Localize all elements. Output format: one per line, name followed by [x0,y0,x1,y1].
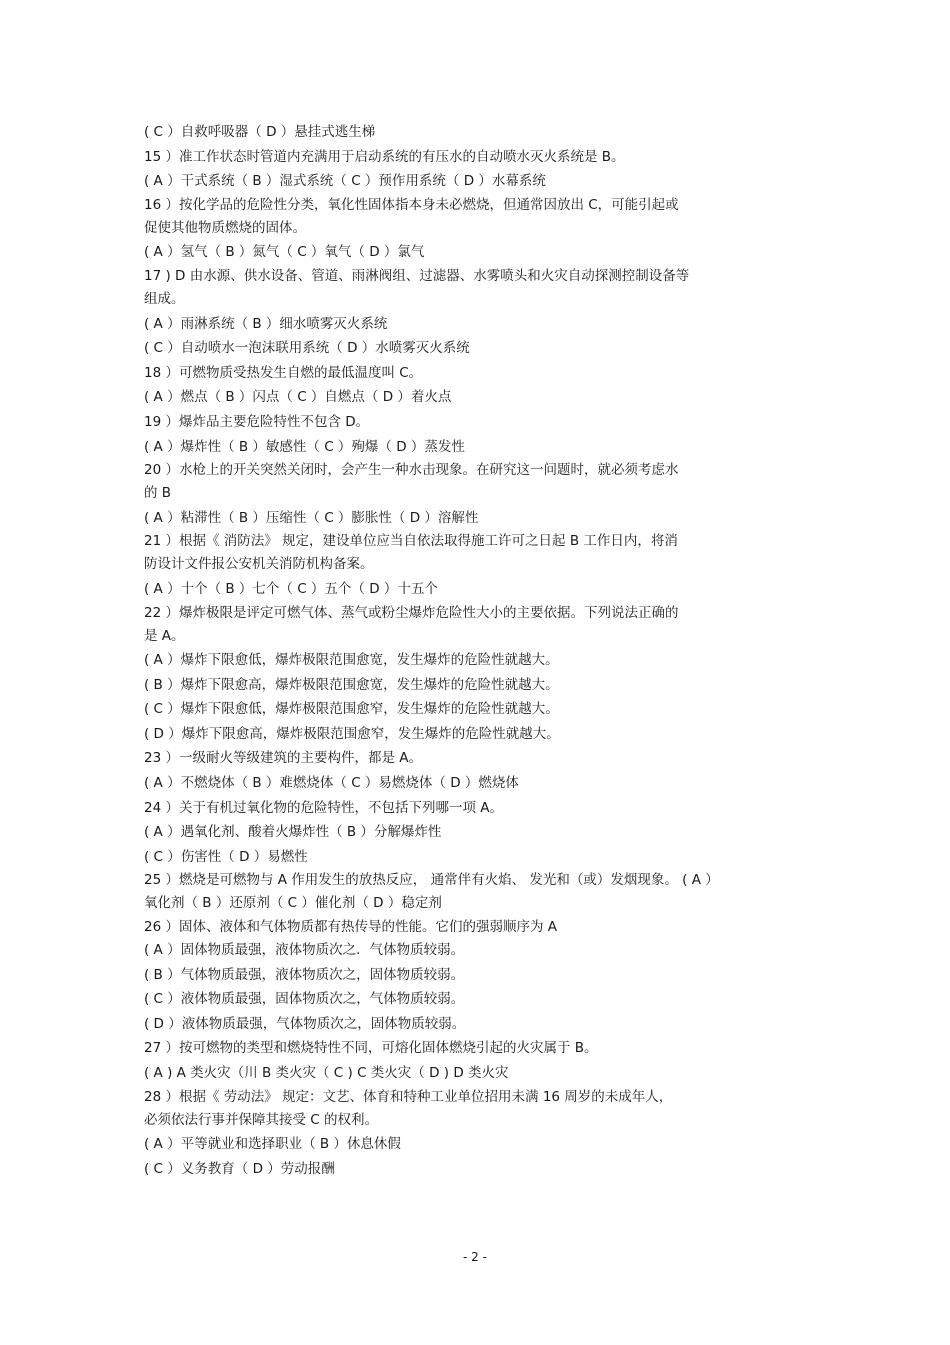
text-line: ( A ）雨淋系统（ B ）细水喷雾灭火系统 [144,315,388,332]
text-line: ( A ）固体物质最强，液体物质次之．气体物质较弱。 [144,942,465,959]
text-line: ( C ）义务教育（ D ）劳动报酬 [144,1160,335,1177]
text-line: 23 ）一级耐火等级建筑的主要构件，都是 A。 [144,750,422,767]
text-line: ( B ）爆炸下限愈高，爆炸极限范围愈宽，发生爆炸的危险性就越大。 [144,676,559,693]
text-line: ( B ）气体物质最强，液体物质次之，固体物质较弱。 [144,966,465,983]
text-line: ( A ）爆炸性（ B ）敏感性（ C ）殉爆（ D ）蒸发性 [144,438,465,455]
text-line: 促使其他物质燃烧的固体。 [144,219,306,236]
question-content [144,120,812,1181]
text-line: ( C ）自动喷水一泡沫联用系统（ D ）水喷雾灭火系统 [144,340,470,357]
text-line: ( C ）液体物质最强，固体物质次之，气体物质较弱。 [144,991,465,1008]
text-line: ( A ）爆炸下限愈低，爆炸极限范围愈宽，发生爆炸的危险性就越大。 [144,652,559,669]
text-line: ( A ）十个（ B ）七个（ C ）五个（ D ）十五个 [144,580,438,597]
text-line: ( C ）自救呼吸器（ D ）悬挂式逃生梯 [144,124,376,140]
text-line: 25 ）燃烧是可燃物与 A 作用发生的放热反应， 通常伴有火焰、 发光和（或）发烟现象。 ( A ） [144,872,719,889]
text-line: ( A ）干式系统（ B ）湿式系统（ C ）预作用系统（ D ）水幕系统 [144,173,546,190]
text-line: 19 ）爆炸品主要危险特性不包含 D。 [144,413,370,430]
text-line: ( A ) A 类火灾（川 B 类火灾（ C ) C 类火灾（ D ) D 类火灾 [144,1065,509,1081]
text-line: 24 ）关于有机过氧化物的危险特性，不包括下列哪一项 A。 [144,799,503,816]
text-line: 27 ）按可燃物的类型和燃烧特性不同，可熔化固体燃烧引起的火灾属于 B。 [144,1040,598,1057]
text-line: ( D ）爆炸下限愈高，爆炸极限范围愈窄，发生爆炸的危险性就越大。 [144,725,560,742]
text-line: 26 ）固体、液体和气体物质都有热传导的性能。它们的强弱顺序为 A [144,919,557,936]
text-line: 22 ）爆炸极限是评定可燃气体、蒸气或粉尘爆炸危险性大小的主要依据。下列说法正确的 [144,604,679,621]
text-line: 18 ）可燃物质受热发生自燃的最低温度叫 C。 [144,364,423,381]
text-line: 15 ）准工作状态时管道内充满用于启动系统的有压水的自动喷水灭火系统是 B。 [144,148,625,165]
text-line: 28 ）根据《 劳动法》 规定：文艺、体育和特种工业单位招用未满 16 周岁的未成年人， [144,1088,673,1105]
text-line: 的 B [144,485,172,502]
text-line: ( A ）平等就业和选择职业（ B ）休息休假 [144,1136,401,1153]
text-line: 组成。 [144,290,185,307]
text-line: ( A ）燃点（ B ）闪点（ C ）自燃点（ D ）着火点 [144,389,452,406]
page-number: - 2 - [463,1250,487,1264]
text-line: 是 A。 [144,627,185,644]
text-line: ( A ）粘滞性（ B ）压缩性（ C ）膨胀性（ D ）溶解性 [144,509,479,526]
text-line: ( A ）遇氧化剂、酸着火爆炸性（ B ）分解爆炸性 [144,824,442,841]
text-line: ( D ）液体物质最强，气体物质次之，固体物质较弱。 [144,1015,466,1032]
text-line: 必须依法行事并保障其接受 C 的权利。 [144,1111,379,1128]
text-line: 20 ）水枪上的开关突然关闭时，会产生一种水击现象。在研究这一问题时，就必须考虑水 [144,462,679,479]
text-line: 16 ）按化学品的危险性分类，氧化性固体指本身未必燃烧，但通常因放出 C，可能引起或 [144,196,679,213]
text-line: ( C ）爆炸下限愈低，爆炸极限范围愈窄，发生爆炸的危险性就越大。 [144,701,559,718]
text-line: 防设计文件报公安机关消防机构备案。 [144,556,374,573]
text-line: ( A ）不燃烧体（ B ）难燃烧体（ C ）易燃烧体（ D ）燃烧体 [144,775,519,792]
text-line: 21 ）根据《 消防法》 规定，建设单位应当自依法取得施工许可之日起 B 工作日内，将消 [144,533,678,550]
text-line: 17 ) D 由水源、供水设备、管道、雨淋阀组、过滤器、水雾喷头和火灾自动探测控制设备等 [144,267,690,284]
text-line: 氧化剂（ B ）还原剂（ C ）催化剂（ D ）稳定剂 [144,895,442,912]
text-line: ( C ）伤害性（ D ）易燃性 [144,848,308,865]
text-line: ( A ）氢气（ B ）氮气（ C ）氧气（ D ）氯气 [144,244,425,261]
